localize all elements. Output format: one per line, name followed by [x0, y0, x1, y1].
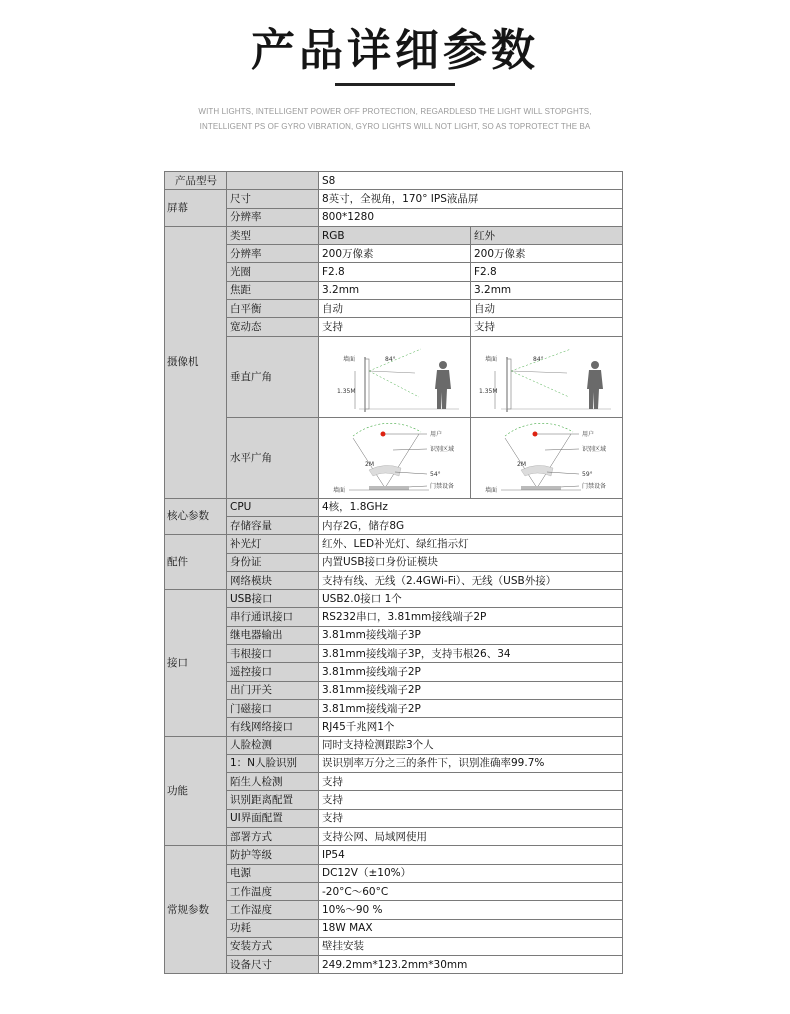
spec-label: 分辨率: [227, 245, 319, 263]
table-row: [165, 226, 623, 244]
spec-label: 身份证: [227, 553, 319, 571]
spec-value: 249.2mm*123.2mm*30mm: [319, 956, 623, 974]
table-row: [165, 590, 623, 608]
table-row: [165, 864, 623, 882]
table-row: [165, 608, 623, 626]
spec-value: RJ45千兆网1个: [319, 718, 623, 736]
spec-value: 4核，1.8GHz: [319, 498, 623, 516]
spec-label: 门磁接口: [227, 699, 319, 717]
table-row: [165, 919, 623, 937]
camera-ir-header: 红外: [471, 226, 623, 244]
spec-label: 防护等级: [227, 846, 319, 864]
spec-label: 焦距: [227, 281, 319, 299]
page-title: 产品详细参数: [251, 25, 539, 76]
vfov-height-label: 1.35M: [479, 387, 498, 395]
table-row: [165, 498, 623, 516]
camera-rgb-header: RGB: [319, 226, 471, 244]
spec-value: 8英寸，全视角，170° IPS液晶屏: [319, 190, 623, 208]
table-row: [165, 318, 623, 336]
spec-label: 类型: [227, 226, 319, 244]
vfov-angle-label: 84°: [533, 355, 544, 363]
spec-value: 红外、LED补光灯、绿红指示灯: [319, 535, 623, 553]
spec-label: 水平广角: [227, 417, 319, 498]
vertical-fov-ir-diagram: [471, 336, 623, 417]
spec-label-model: 产品型号: [165, 172, 227, 190]
table-row: [165, 208, 623, 226]
spec-label: 识别距离配置: [227, 791, 319, 809]
vfov-height-label: 1.35M: [337, 387, 356, 395]
table-row: [165, 245, 623, 263]
table-row: [165, 681, 623, 699]
spec-value: 3.81mm接线端子3P: [319, 626, 623, 644]
title-divider: [335, 83, 455, 86]
hfov-zone-label: 识别区域: [582, 445, 607, 453]
spec-label: 尺寸: [227, 190, 319, 208]
hfov-device-label: 门禁设备: [582, 482, 607, 490]
spec-value: 10%～90 %: [319, 901, 623, 919]
spec-table: [164, 171, 623, 974]
table-row: [165, 663, 623, 681]
spec-label: 功耗: [227, 919, 319, 937]
table-row: [165, 300, 623, 318]
table-row: [165, 172, 623, 190]
spec-label: 网络模块: [227, 571, 319, 589]
horizontal-fov-ir-diagram: [471, 417, 623, 498]
group-camera: 摄像机: [165, 226, 227, 498]
table-row: [165, 882, 623, 900]
hfov-wall-label: 墙面: [333, 486, 346, 494]
spec-label: 出门开关: [227, 681, 319, 699]
page-subtitle: WITH LIGHTS, INTELLIGENT POWER OFF PROTECTION, REGARDLESD THE LIGHT WILL STOPGHTS, INTELLIGENT PS OF GYRO VIBRATION, GYRO LIGHTS WILL NOT LIGHT, SO AS TOPROTECT THE BA: [198, 107, 592, 131]
spec-value: F2.8: [319, 263, 471, 281]
person-icon: [587, 361, 603, 409]
table-row: [165, 791, 623, 809]
group-core: 核心参数: [165, 498, 227, 535]
spec-label: 存储容量: [227, 516, 319, 534]
spec-value: 3.81mm接线端子2P: [319, 681, 623, 699]
spec-value-model: S8: [319, 172, 623, 190]
spec-label: 人脸检测: [227, 736, 319, 754]
spec-label: 安装方式: [227, 937, 319, 955]
spec-label: 垂直广角: [227, 336, 319, 417]
table-row: [165, 535, 623, 553]
spec-label: 工作温度: [227, 882, 319, 900]
hfov-device-label: 门禁设备: [430, 482, 455, 490]
spec-value: IP54: [319, 846, 623, 864]
spec-label: UI界面配置: [227, 809, 319, 827]
spec-value: 支持: [319, 809, 623, 827]
table-row: [165, 645, 623, 663]
table-row: [165, 336, 623, 417]
group-interface: 接口: [165, 590, 227, 736]
spec-label: 白平衡: [227, 300, 319, 318]
spec-label: 继电器输出: [227, 626, 319, 644]
spec-label: 部署方式: [227, 828, 319, 846]
hfov-angle-label: 59°: [582, 470, 593, 478]
spec-label: 设备尺寸: [227, 956, 319, 974]
spec-value: 内置USB接口身份证模块: [319, 553, 623, 571]
spec-value: 200万像素: [319, 245, 471, 263]
table-row: [165, 626, 623, 644]
spec-value: 自动: [471, 300, 623, 318]
spec-label: 工作湿度: [227, 901, 319, 919]
spec-label: 有线网络接口: [227, 718, 319, 736]
table-row: [165, 263, 623, 281]
table-row: [165, 190, 623, 208]
spec-value: 支持公网、局域网使用: [319, 828, 623, 846]
spec-value: 18W MAX: [319, 919, 623, 937]
spec-label: 韦根接口: [227, 645, 319, 663]
spec-value: 壁挂安装: [319, 937, 623, 955]
vfov-angle-label: 84°: [385, 355, 396, 363]
group-function: 功能: [165, 736, 227, 846]
spec-value: -20°C～60°C: [319, 882, 623, 900]
vfov-wall-label: 墙面: [343, 355, 356, 363]
hfov-zone-label: 识别区域: [430, 445, 455, 453]
hfov-user-label: 用户: [430, 430, 443, 438]
spec-label: 宽动态: [227, 318, 319, 336]
spec-value: 支持: [319, 318, 471, 336]
spec-value: 自动: [319, 300, 471, 318]
hfov-distance-label: 2M: [365, 460, 374, 468]
spec-value: 支持: [319, 791, 623, 809]
group-accessory: 配件: [165, 535, 227, 590]
spec-value: DC12V（±10%）: [319, 864, 623, 882]
spec-value: USB2.0接口 1个: [319, 590, 623, 608]
table-row: [165, 699, 623, 717]
table-row: [165, 809, 623, 827]
spec-value: F2.8: [471, 263, 623, 281]
spec-value: 3.81mm接线端子2P: [319, 663, 623, 681]
spec-value: 800*1280: [319, 208, 623, 226]
spec-value: 同时支持检测跟踪3个人: [319, 736, 623, 754]
group-screen: 屏幕: [165, 190, 227, 227]
spec-label: 1：N人脸识别: [227, 754, 319, 772]
horizontal-fov-rgb-diagram: [319, 417, 471, 498]
hfov-wall-label: 墙面: [485, 486, 498, 494]
table-row: [165, 736, 623, 754]
table-row: [165, 553, 623, 571]
spec-label: 陌生人检测: [227, 773, 319, 791]
table-row: [165, 571, 623, 589]
spec-label: 串行通讯接口: [227, 608, 319, 626]
spec-label: 电源: [227, 864, 319, 882]
table-row: [165, 828, 623, 846]
spec-value: 误识别率万分之三的条件下，识别准确率99.7%: [319, 754, 623, 772]
spec-label: 光圈: [227, 263, 319, 281]
table-row: [165, 754, 623, 772]
table-row: [165, 846, 623, 864]
person-icon: [435, 361, 451, 409]
spec-label: USB接口: [227, 590, 319, 608]
spec-value: 支持: [471, 318, 623, 336]
hfov-distance-label: 2M: [517, 460, 526, 468]
spec-label: 遥控接口: [227, 663, 319, 681]
spec-value: 支持有线、无线（2.4GWi-Fi）、无线（USB外接）: [319, 571, 623, 589]
spec-value: 3.81mm接线端子3P，支持韦根26、34: [319, 645, 623, 663]
table-row: [165, 281, 623, 299]
table-row: [165, 417, 623, 498]
table-row: [165, 956, 623, 974]
vertical-fov-rgb-diagram: [319, 336, 471, 417]
table-row: [165, 937, 623, 955]
spec-label: 分辨率: [227, 208, 319, 226]
spec-value: 200万像素: [471, 245, 623, 263]
hfov-angle-label: 54°: [430, 470, 441, 478]
spec-value: 3.2mm: [471, 281, 623, 299]
table-row: [165, 773, 623, 791]
spec-value: 内存2G，储存8G: [319, 516, 623, 534]
table-row: [165, 516, 623, 534]
spec-label-filler: [227, 172, 319, 190]
table-row: [165, 901, 623, 919]
spec-label: CPU: [227, 498, 319, 516]
table-row: [165, 718, 623, 736]
spec-value: 支持: [319, 773, 623, 791]
group-general: 常规参数: [165, 846, 227, 974]
hfov-user-label: 用户: [582, 430, 595, 438]
vfov-wall-label: 墙面: [485, 355, 498, 363]
spec-value: 3.2mm: [319, 281, 471, 299]
spec-label: 补光灯: [227, 535, 319, 553]
spec-value: 3.81mm接线端子2P: [319, 699, 623, 717]
spec-value: RS232串口，3.81mm接线端子2P: [319, 608, 623, 626]
